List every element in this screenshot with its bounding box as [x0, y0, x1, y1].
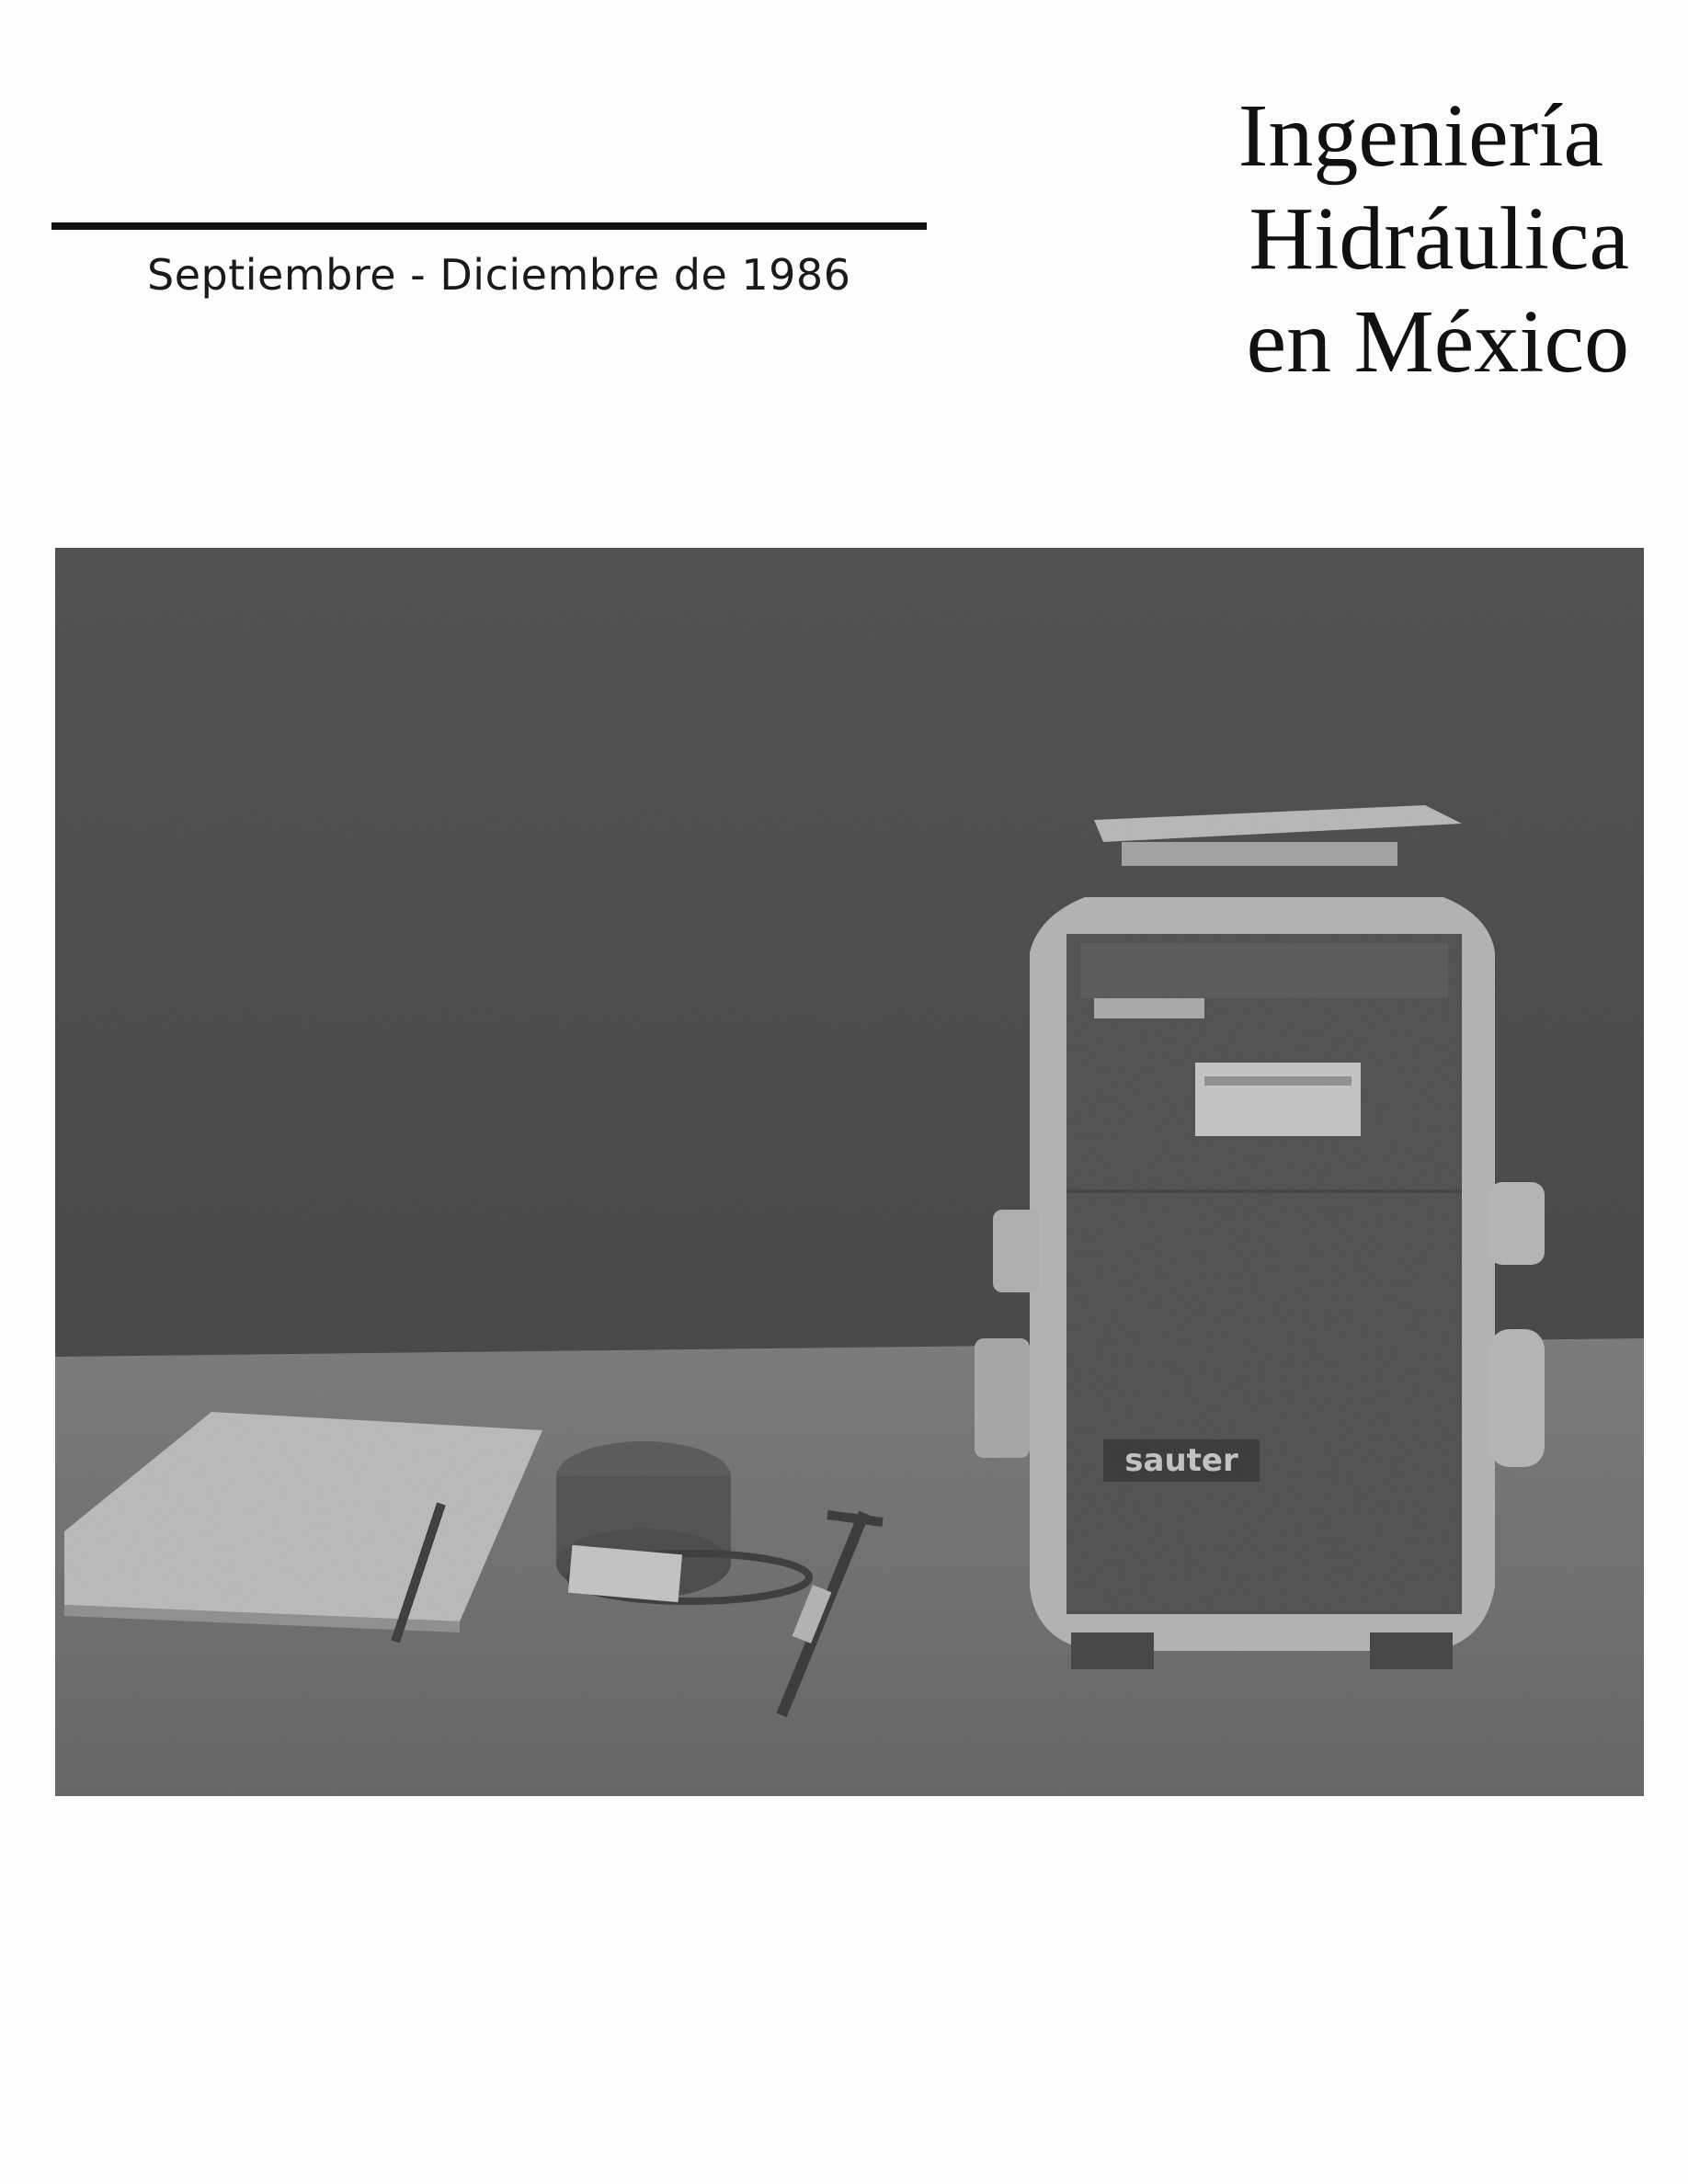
header-rule	[51, 222, 927, 230]
journal-title	[986, 85, 1629, 393]
cover-photo	[55, 548, 1644, 1796]
title-line-3: en México	[1246, 292, 1629, 392]
title-line-2: Hidráulica	[1249, 189, 1629, 289]
title-line-1: Ingeniería	[1237, 86, 1603, 186]
photo-grain	[55, 548, 1644, 1796]
issue-date: Septiembre - Diciembre de 1986	[147, 250, 851, 300]
cover-photo-illustration	[55, 548, 1644, 1796]
brand-label: sauter	[1124, 1442, 1238, 1479]
